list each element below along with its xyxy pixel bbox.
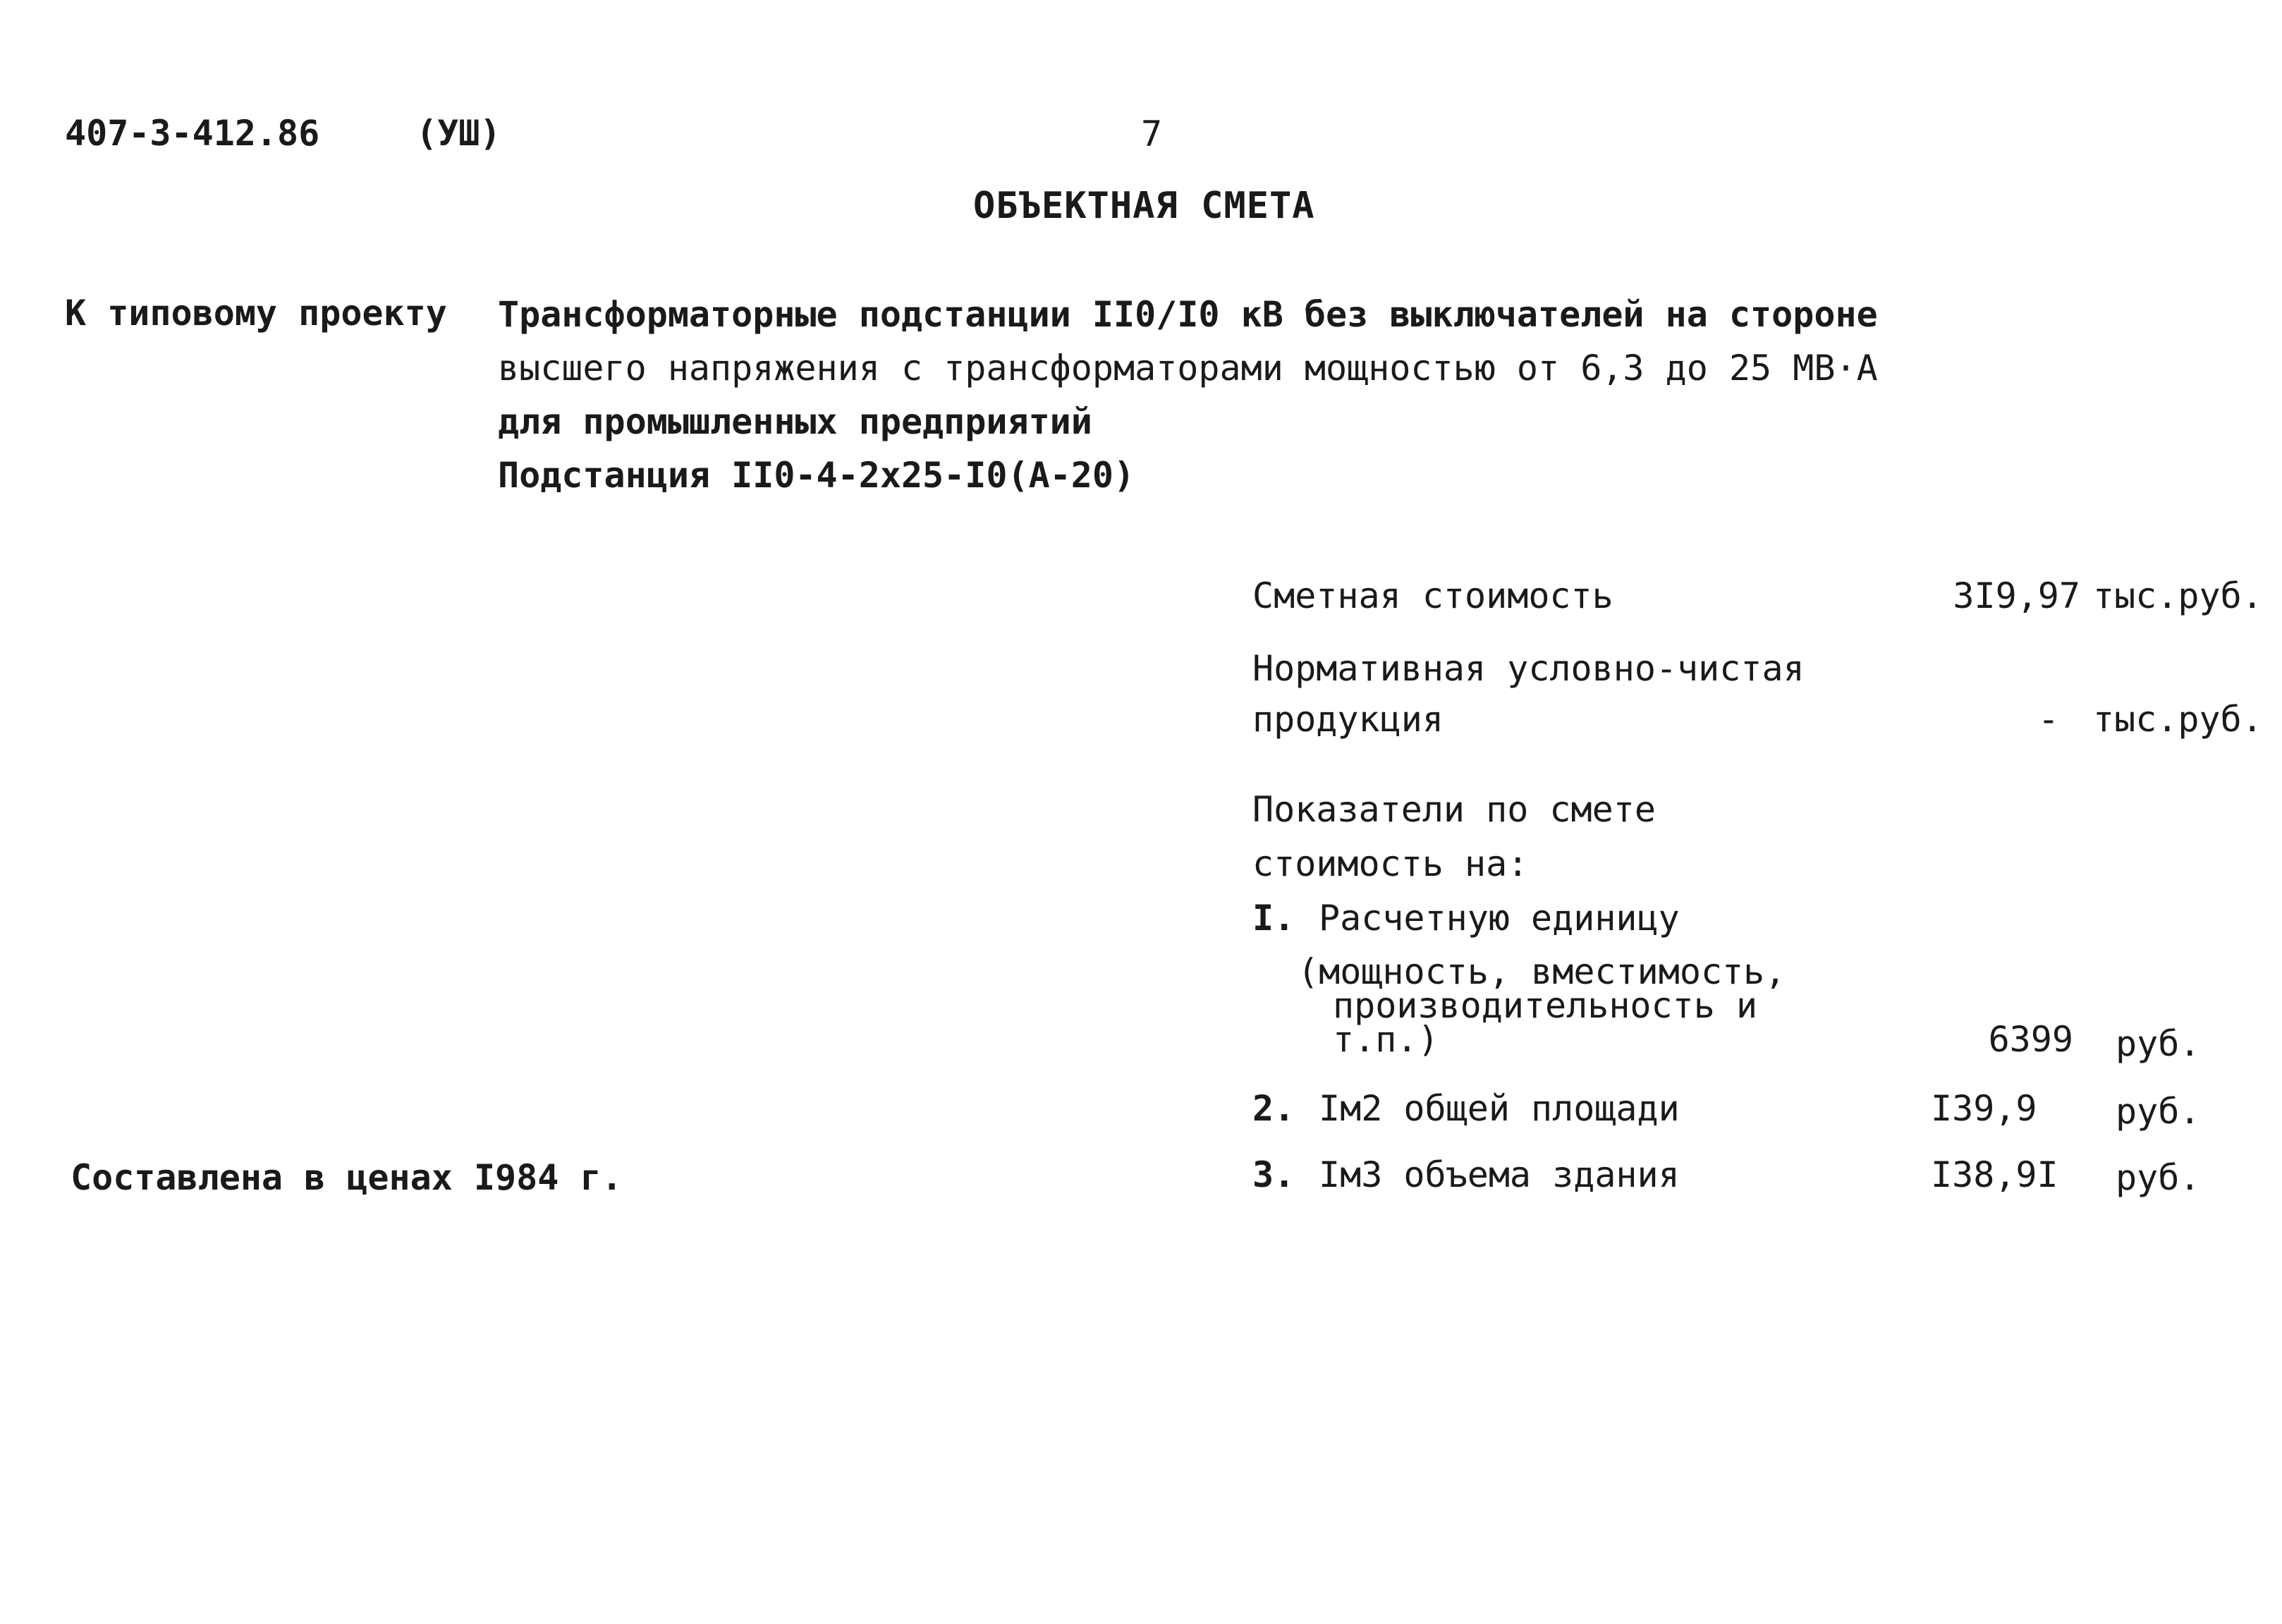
page-number: 7: [1141, 114, 1163, 154]
indicator-3-label: Iм3 объема здания: [1319, 1154, 1680, 1195]
normative-value: -: [2037, 699, 2059, 740]
project-line-1: Трансформаторные подстанции II0/I0 кВ без выключателей на стороне: [498, 294, 1878, 335]
document-code: 407-3-412.86: [65, 113, 320, 154]
project-line-4: Подстанция II0-4-2х25-I0(А-20): [498, 455, 1135, 496]
indicator-1-value: 6399: [1988, 1019, 2073, 1060]
indicator-3-value: I38,9I: [1931, 1154, 2058, 1195]
estimated-cost-value: 3I9,97: [1953, 575, 2080, 616]
indicator-3-number: 3.: [1252, 1154, 1295, 1195]
indicator-3-unit: руб.: [2116, 1157, 2201, 1198]
page-title: ОБЪЕКТНАЯ СМЕТА: [973, 185, 1315, 227]
estimated-cost-label: Сметная стоимость: [1252, 575, 1613, 616]
indicators-heading-2: стоимость на:: [1252, 843, 1529, 884]
compiled-prices-note: Составлена в ценах I984 г.: [71, 1157, 623, 1198]
project-label: К типовому проекту: [65, 293, 447, 334]
indicator-2-label: Iм2 общей площади: [1319, 1088, 1680, 1129]
indicator-1-number: I.: [1252, 898, 1295, 939]
normative-label-line-2: продукция: [1252, 699, 1444, 740]
normative-label-line-1: Нормативная условно-чистая: [1252, 648, 1805, 689]
indicator-1-sub-1: (мощность, вместимость,: [1298, 951, 1786, 992]
indicator-1-sub-3: т.п.): [1333, 1019, 1439, 1060]
indicators-heading-1: Показатели по смете: [1252, 789, 1656, 830]
indicator-2-unit: руб.: [2116, 1091, 2201, 1132]
document-mark: (УШ): [416, 113, 501, 154]
normative-unit: тыс.руб.: [2093, 699, 2263, 740]
estimated-cost-unit: тыс.руб.: [2093, 575, 2263, 616]
project-line-3: для промышленных предприятий: [498, 401, 1092, 442]
indicator-1-unit: руб.: [2116, 1023, 2201, 1064]
indicator-1-label: Расчетную единицу: [1319, 898, 1680, 939]
project-description: [498, 288, 1878, 502]
indicator-2-value: I39,9: [1931, 1088, 2037, 1129]
indicator-2-number: 2.: [1252, 1088, 1295, 1129]
indicator-1-sub-2: производительность и: [1333, 985, 1758, 1026]
project-line-2: высшего напряжения с трансформаторами мощностью от 6,3 до 25 МВ·А: [498, 348, 1878, 389]
